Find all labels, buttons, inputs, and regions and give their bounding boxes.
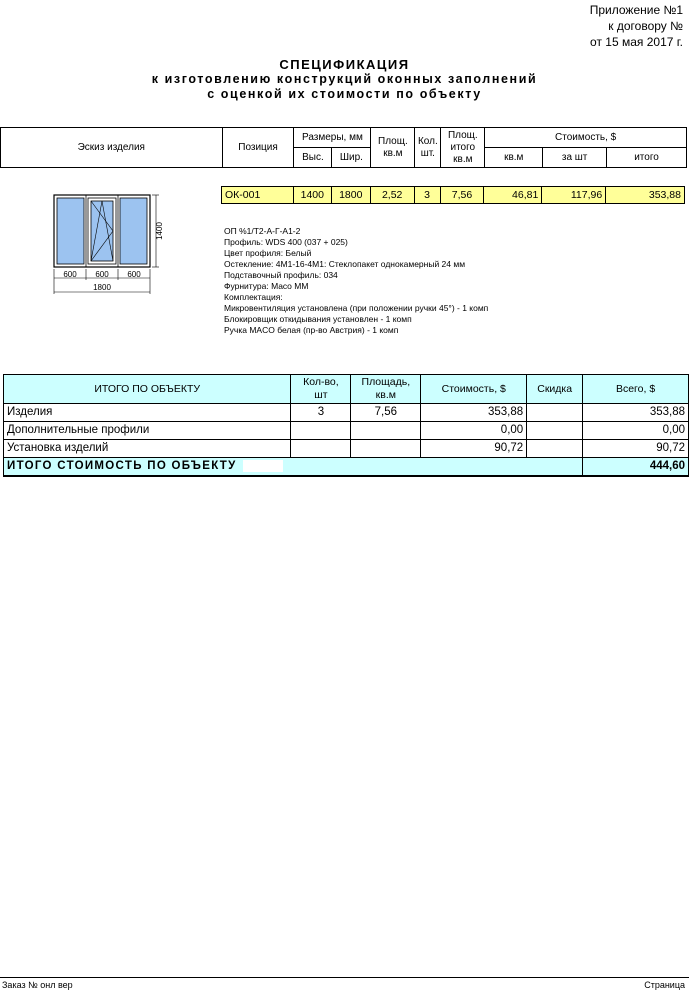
row-qty bbox=[291, 422, 351, 440]
summary-header-total: Всего, $ bbox=[583, 375, 689, 404]
item-total-area: 7,56 bbox=[440, 187, 484, 204]
row-name: Установка изделий bbox=[4, 440, 291, 458]
row-discount bbox=[527, 422, 583, 440]
title-line-1: СПЕЦИФИКАЦИЯ bbox=[279, 57, 410, 72]
summary-header-discount: Скидка bbox=[527, 375, 583, 404]
header-qty bbox=[415, 128, 441, 168]
appendix-line-2: к договору № bbox=[608, 19, 683, 33]
header-cost: Стоимость, $ bbox=[485, 128, 687, 148]
title-line-2: к изготовлению конструкций оконных заполнений bbox=[151, 72, 538, 86]
item-height: 1400 bbox=[293, 187, 331, 204]
right-pane bbox=[120, 198, 147, 264]
header-total-area-line-1: Площ. bbox=[447, 129, 478, 141]
header-area-line-1: Площ. bbox=[378, 135, 408, 147]
table-row bbox=[4, 404, 689, 422]
row-total: 0,00 bbox=[583, 422, 689, 440]
grand-total-row bbox=[4, 458, 689, 477]
segment-3-label: 600 bbox=[127, 270, 141, 279]
header-height: Выс. bbox=[294, 148, 332, 168]
summary-header-title: ИТОГО ПО ОБЪЕКТУ bbox=[4, 375, 291, 404]
header-sizes: Размеры, мм bbox=[294, 128, 371, 148]
desc-line: Профиль: WDS 400 (037 + 025) bbox=[224, 237, 348, 247]
summary-header-area-line-1: Площадь, bbox=[361, 376, 411, 388]
header-sketch: Эскиз изделия bbox=[1, 128, 223, 168]
footer-order: Заказ № онл вер bbox=[2, 980, 73, 990]
header-total: итого bbox=[607, 148, 687, 168]
left-pane bbox=[57, 198, 84, 264]
blank-box bbox=[243, 460, 283, 472]
item-row-table bbox=[221, 186, 685, 204]
header-qty-line-2: шт. bbox=[420, 147, 435, 159]
row-discount bbox=[527, 440, 583, 458]
summary-table bbox=[3, 374, 689, 477]
item-per-piece: 117,96 bbox=[542, 187, 606, 204]
item-row bbox=[222, 187, 685, 204]
desc-line: ОП %1/Т2-А-Г-А1-2 bbox=[224, 226, 301, 236]
row-qty bbox=[291, 440, 351, 458]
desc-line: Цвет профиля: Белый bbox=[224, 248, 312, 258]
summary-header-row bbox=[4, 375, 689, 404]
table-row bbox=[4, 422, 689, 440]
item-qty: 3 bbox=[414, 187, 440, 204]
row-cost: 0,00 bbox=[421, 422, 527, 440]
summary-header-area bbox=[351, 375, 421, 404]
header-width: Шир. bbox=[332, 148, 371, 168]
summary-header-qty-line-2: шт bbox=[314, 389, 328, 401]
header-position: Позиция bbox=[222, 128, 294, 168]
footer-divider bbox=[0, 977, 689, 978]
summary-header-area-line-2: кв.м bbox=[375, 389, 396, 401]
summary-header-qty-line-1: Кол-во, bbox=[303, 376, 339, 388]
header-qty-line-1: Кол. bbox=[417, 135, 438, 147]
table-row bbox=[4, 440, 689, 458]
item-per-sqm: 46,81 bbox=[484, 187, 542, 204]
header-area-line-2: кв.м bbox=[383, 147, 403, 159]
desc-line: Фурнитура: Maco MM bbox=[224, 281, 309, 291]
item-total: 353,88 bbox=[606, 187, 685, 204]
row-cost: 90,72 bbox=[421, 440, 527, 458]
document-title bbox=[0, 57, 689, 102]
footer-page: Страница bbox=[644, 980, 685, 990]
row-discount bbox=[527, 404, 583, 422]
header-area bbox=[371, 128, 415, 168]
row-total: 90,72 bbox=[583, 440, 689, 458]
row-cost: 353,88 bbox=[421, 404, 527, 422]
segment-2-label: 600 bbox=[95, 270, 109, 279]
row-area bbox=[351, 422, 421, 440]
window-sketch bbox=[46, 190, 166, 300]
summary-header-cost: Стоимость, $ bbox=[421, 375, 527, 404]
appendix-line-3: от 15 мая 2017 г. bbox=[590, 35, 683, 49]
row-name: Изделия bbox=[4, 404, 291, 422]
row-name: Дополнительные профили bbox=[4, 422, 291, 440]
desc-line: Микровентиляция установлена (при положении ручки 45°) - 1 комп bbox=[224, 303, 489, 313]
row-area bbox=[351, 440, 421, 458]
item-width: 1800 bbox=[331, 187, 370, 204]
header-total-area-line-3: кв.м bbox=[453, 153, 473, 165]
middle-pane bbox=[91, 201, 113, 261]
header-per-piece: за шт bbox=[543, 148, 607, 168]
height-dim-label: 1400 bbox=[155, 222, 164, 240]
summary-header-qty bbox=[291, 375, 351, 404]
title-line-3: с оценкой их стоимости по объекту bbox=[207, 87, 482, 101]
desc-line: Остекление: 4М1-16-4М1: Стеклопакет однокамерный 24 мм bbox=[224, 259, 466, 269]
desc-line: Блокировщик откидывания установлен - 1 комп bbox=[224, 314, 412, 324]
grand-total-label: ИТОГО СТОИМОСТЬ ПО ОБЪЕКТУ bbox=[7, 460, 237, 472]
item-area: 2,52 bbox=[370, 187, 414, 204]
row-area: 7,56 bbox=[351, 404, 421, 422]
segment-1-label: 600 bbox=[63, 270, 77, 279]
item-position: ОК-001 bbox=[222, 187, 294, 204]
appendix-line-1: Приложение №1 bbox=[589, 3, 683, 17]
header-total-area bbox=[441, 128, 485, 168]
appendix-block bbox=[590, 2, 683, 50]
grand-total-value: 444,60 bbox=[583, 458, 689, 477]
header-per-sqm: кв.м bbox=[485, 148, 543, 168]
row-qty: 3 bbox=[291, 404, 351, 422]
desc-line: Подставочный профиль: 034 bbox=[224, 270, 338, 280]
desc-line: Ручка MACO белая (пр-во Австрия) - 1 комп bbox=[224, 325, 399, 335]
spec-header-table bbox=[0, 127, 687, 168]
total-width-label: 1800 bbox=[93, 283, 111, 292]
row-total: 353,88 bbox=[583, 404, 689, 422]
item-description bbox=[224, 226, 488, 336]
header-total-area-line-2: итого bbox=[450, 141, 476, 153]
grand-total-label-cell bbox=[4, 458, 583, 477]
desc-line: Комплектация: bbox=[224, 292, 283, 302]
